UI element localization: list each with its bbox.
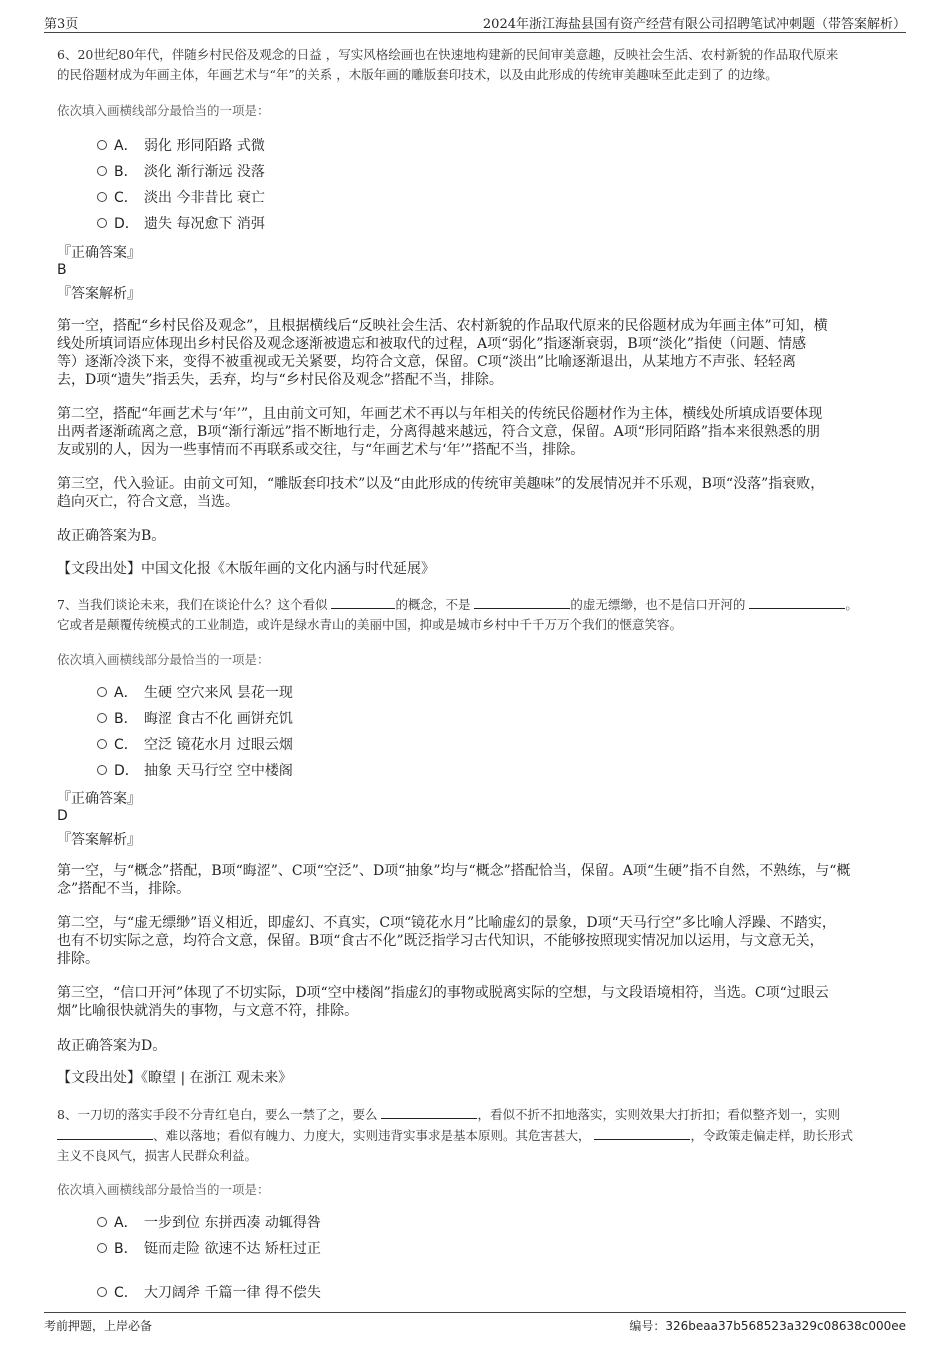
question-7-option-a[interactable]: A． 生硬 空穴来风 昙花一现 — [97, 682, 293, 704]
blank-1 — [331, 594, 395, 609]
question-7-prompt: 依次填入画横线部分最恰当的一项是： — [57, 652, 270, 667]
question-7-analysis-p2: 第二空，与“虚无缥缈”语义相近，即虚幻、不真实，C项“镜花水月”比喻虚幻的景象，D项“天马行空”多比喻人浮躁、不踏实， 也有不切实际之意，均符合文意，保留。B项“食古不化”既泛指学习古代知识，不能够按照现实情况加以运用，与文意无关， 排除。 — [57, 915, 836, 967]
question-6-analysis-p3: 第三空，代入验证。由前文可知，“雕版套印技术”以及“由此形成的传统审美趣味”的发展情况并不乐观，B项“没落”指衰败， 趋向灭亡，符合文意，当选。 — [57, 476, 825, 510]
question-6-option-d[interactable]: D． 遗失 每况愈下 消弭 — [97, 213, 265, 235]
question-7-stem — [57, 594, 897, 635]
question-7-option-c[interactable]: C． 空泛 镜花水月 过眼云烟 — [97, 734, 293, 756]
question-7-option-d[interactable]: D． 抽象 天马行空 空中楼阁 — [97, 760, 293, 782]
question-8-option-b[interactable]: B． 铤而走险 欲速不达 矫枉过正 — [97, 1238, 321, 1260]
blank-3 — [594, 1125, 690, 1140]
radio-icon[interactable] — [97, 713, 107, 723]
blank-3 — [749, 594, 845, 609]
question-6-analysis-label: 『答案解析』 — [57, 286, 141, 302]
question-8-line2: 、难以落地；看似有魄力、力度大，实则违背实事求是基本原则。其危害甚大， ，令政策走偏走样，助长形式 — [57, 1125, 897, 1146]
question-6-conclusion: 故正确答案为B。 — [57, 528, 166, 544]
question-6-option-c[interactable]: C． 淡出 今非昔比 衰亡 — [97, 187, 265, 209]
question-6-option-a[interactable]: A． 弱化 形同陌路 式微 — [97, 135, 265, 157]
question-8-stem — [57, 1104, 897, 1166]
page-number: 第3页 — [44, 17, 79, 32]
question-7-source: 【文段出处】《瞭望 | 在浙江 观未来》 — [57, 1070, 293, 1086]
document-code: 编号：326beaa37b568523a329c08638c000ee — [629, 1319, 906, 1333]
radio-icon[interactable] — [97, 1243, 107, 1253]
radio-icon[interactable] — [97, 218, 107, 228]
radio-icon[interactable] — [97, 1217, 107, 1227]
question-6-answer: B — [57, 262, 67, 278]
question-7-answer: D — [57, 808, 68, 824]
page-footer — [44, 1312, 906, 1337]
question-7-analysis-p3: 第三空，“信口开河”体现了不切实际，D项“空中楼阁”指虚幻的事物或脱离实际的空想，与文段语境相符，当选。C项“过眼云 烟”比喻很快就消失的事物，与文意不符，排除。 — [57, 985, 829, 1019]
blank-2 — [474, 594, 570, 609]
question-8-line3: 主义不良风气，损害人民群众利益。 — [57, 1148, 258, 1163]
footer-slogan: 考前押题，上岸必备 — [44, 1319, 153, 1333]
radio-icon[interactable] — [97, 140, 107, 150]
radio-icon[interactable] — [97, 739, 107, 749]
question-6-prompt: 依次填入画横线部分最恰当的一项是： — [57, 103, 270, 118]
radio-icon[interactable] — [97, 192, 107, 202]
question-8-line1: 8、一刀切的落实手段不分青红皂白，要么一禁了之，要么 ，看似不折不扣地落实，实则效果大打折扣；看似整齐划一，实则 — [57, 1104, 897, 1125]
question-7-analysis-label: 『答案解析』 — [57, 832, 141, 848]
question-7-analysis-p1: 第一空，与“概念”搭配，B项“晦涩”、C项“空泛”、D项“抽象”均与“概念”搭配恰当，保留。A项“生硬”指不自然，不熟练，与“概 念”搭配不当，排除。 — [57, 863, 851, 897]
document-title: 2024年浙江海盐县国有资产经营有限公司招聘笔试冲刺题（带答案解析） — [482, 17, 906, 32]
question-6-line2: 的民俗题材成为年画主体，年画艺术与“年”的关系 ，木版年画的雕版套印技术，以及由此形成的传统审美趣味至此走到了 的边缘。 — [57, 67, 778, 82]
page-header — [44, 10, 906, 33]
question-6-stem — [57, 45, 897, 85]
question-6-source: 【文段出处】中国文化报《木版年画的文化内涵与时代延展》 — [57, 561, 435, 577]
question-7-option-b[interactable]: B． 晦涩 食古不化 画饼充饥 — [97, 708, 293, 730]
question-7-conclusion: 故正确答案为D。 — [57, 1038, 167, 1054]
question-6-analysis-p1: 第一空，搭配“乡村民俗及观念”，且根据横线后“反映社会生活、农村新貌的作品取代原来的民俗题材成为年画主体”可知，横 线处所填词语应体现出乡村民俗及观念逐渐被遗忘和被取代的过程，A项“弱化”指逐渐衰弱，B项“淡化”指使（问题、情感 等）逐渐冷淡下来，变得不被重视或无关紧要，均符合文意，保留。C项“淡出”比喻逐渐退出，从某地方不声张、轻轻离 去，D项“遗失”指丢失，丢弃，均与“乡村民俗及观念”搭配不当，排除。 — [57, 318, 828, 388]
radio-icon[interactable] — [97, 687, 107, 697]
question-6-option-b[interactable]: B． 淡化 渐行渐远 没落 — [97, 161, 265, 183]
question-8-prompt: 依次填入画横线部分最恰当的一项是： — [57, 1182, 270, 1197]
radio-icon[interactable] — [97, 166, 107, 176]
radio-icon[interactable] — [97, 1287, 107, 1297]
question-7-line1: 7、当我们谈论未来，我们在谈论什么？这个看似 的概念，不是 的虚无缥缈，也不是信口开河的 。 — [57, 594, 897, 615]
question-6-answer-label: 『正确答案』 — [57, 245, 141, 261]
question-7-answer-label: 『正确答案』 — [57, 791, 141, 807]
question-8-option-c[interactable]: C． 大刀阔斧 千篇一律 得不偿失 — [97, 1282, 321, 1304]
blank-2 — [57, 1125, 153, 1140]
question-6-analysis-p2: 第二空，搭配“年画艺术与‘年’”，且由前文可知，年画艺术不再以与年相关的传统民俗题材作为主体，横线处所填成语要体现 出两者逐渐疏离之意，B项“渐行渐远”指不断地行走，分离得越来越远，符合文意，保留。A项“形同陌路”指本来很熟悉的朋 友或别的人，因为一些事情而不再联系或交往，与“年画艺术与‘年’”搭配不当，排除。 — [57, 406, 823, 458]
question-7-line2: 它或者是颠覆传统模式的工业制造，或许是绿水青山的美丽中国，抑或是城市乡村中千千万万个我们的惬意笑容。 — [57, 617, 683, 632]
radio-icon[interactable] — [97, 765, 107, 775]
question-8-option-a[interactable]: A． 一步到位 东拼西凑 动辄得咎 — [97, 1212, 321, 1234]
question-6-line1: 6、20世纪80年代，伴随乡村民俗及观念的日益 ，写实风格绘画也在快速地构建新的民间审美意趣，反映社会生活、农村新貌的作品取代原来 — [57, 47, 839, 62]
blank-1 — [381, 1104, 477, 1119]
